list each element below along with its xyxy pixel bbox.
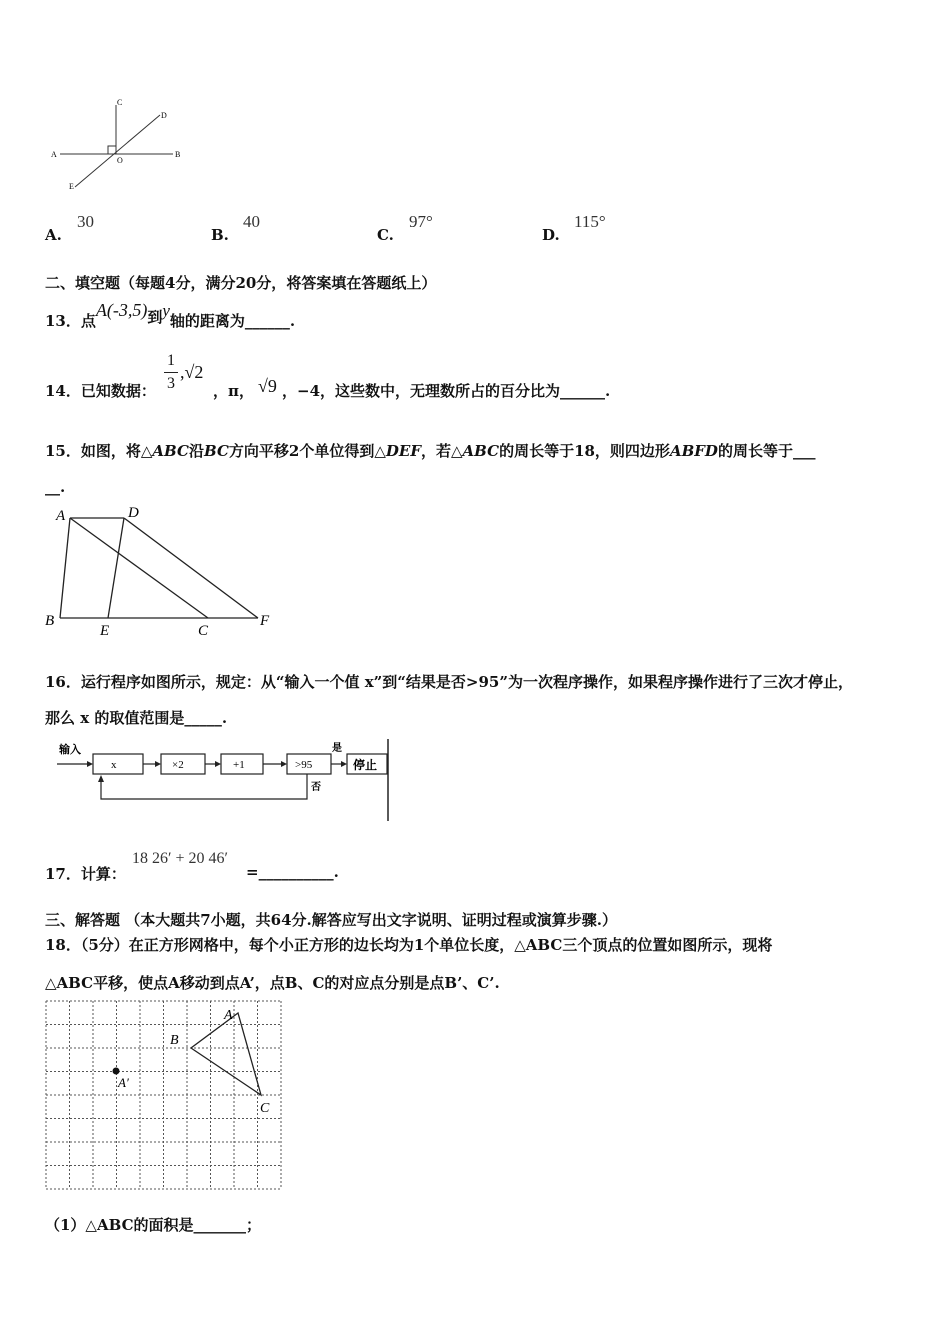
flow-arrowhead (281, 761, 287, 767)
q17-expr: 18 26′ + 20 46′ (132, 850, 229, 867)
section3-heading: 三、解答题 （本大题共7小题，共64分.解答应写出文字说明、证明过程或演算步骤.） (45, 911, 617, 929)
q16-line2: 那么 x 的取值范围是_____. (45, 709, 228, 727)
q15-figure (40, 500, 280, 640)
label-b: B (175, 150, 181, 159)
flow-x-label: x (111, 759, 117, 771)
label-a: A (51, 150, 57, 159)
flow-input-label: 输入 (59, 744, 81, 756)
q14-tail: ，−4，这些数中，无理数所占的百分比为______. (282, 382, 611, 400)
q13-axis: y (162, 301, 170, 320)
option-a-letter: A. (45, 226, 62, 244)
option-d-value: 115° (574, 212, 606, 231)
option-d-letter: D. (542, 226, 560, 244)
q15-line1 (45, 440, 815, 461)
q16-line1: 16．运行程序如图所示，规定：从“输入一个值 x”到“结果是否>95”为一次程序操作，如果程序操作进行了三次才停止， (45, 673, 853, 691)
label-a: A (56, 508, 66, 524)
segment-de (108, 518, 124, 618)
q18-sub1: （1）△ABC的面积是_______； (45, 1216, 262, 1234)
q15-part-b: 沿 (188, 442, 204, 460)
q15-part-c: 方向平移2个单位得到△ (228, 442, 386, 460)
point-a-prime (113, 1068, 120, 1075)
q12-figure (45, 95, 195, 195)
q15-abfd: ABFD (669, 442, 718, 460)
triangle-abc (191, 1013, 261, 1095)
line-de (75, 115, 160, 187)
q14-frac-bar (164, 372, 178, 373)
option-b-letter: B. (211, 226, 229, 244)
label-o: O (117, 156, 123, 165)
label-e: E (100, 623, 110, 639)
q16-flowchart (55, 737, 395, 825)
flow-stop-label: 停止 (353, 758, 378, 772)
label-d: D (128, 505, 139, 521)
q15-bc: BC (203, 442, 229, 460)
label-a: A (224, 1008, 233, 1023)
q14: 14．已知数据： (45, 382, 156, 400)
segment-df (124, 518, 258, 618)
label-e: E (69, 182, 74, 191)
label-b: B (170, 1033, 179, 1048)
q15-abc2: ABC (462, 442, 500, 460)
q17-head: 17．计算： (45, 865, 126, 883)
q18-grid-figure (40, 995, 290, 1200)
q13 (45, 300, 296, 330)
q13-point: A(-3,5) (95, 300, 148, 320)
q13-num: 13．点 (45, 312, 96, 330)
flow-box-x (93, 754, 143, 774)
option-c-value: 97° (409, 212, 433, 231)
flow-arrowhead (155, 761, 161, 767)
flow-loop (101, 774, 307, 799)
option-a-value: 30 (77, 212, 94, 231)
q15-part-d: ，若△ (420, 442, 463, 460)
option-c-letter: C. (377, 226, 394, 244)
flow-mul-label: ×2 (172, 759, 184, 771)
flow-arrowhead (341, 761, 347, 767)
flow-arrowhead (215, 761, 221, 767)
q13-tail: 轴的距离为______. (169, 312, 296, 330)
label-c: C (260, 1101, 270, 1116)
flow-add-label: +1 (233, 759, 245, 771)
flow-arrowhead (98, 775, 104, 782)
label-c: C (117, 98, 123, 107)
flow-yes-label: 是 (332, 743, 342, 754)
option-b-value: 40 (243, 212, 260, 231)
q15-abc1: ABC (152, 442, 189, 460)
q14-sqrt9: √9 (258, 376, 277, 396)
q15-part-f: 的周长等于___ (717, 442, 816, 460)
flow-arrowhead (87, 761, 93, 767)
q15-line2: __. (45, 478, 66, 496)
flow-cmp-label: >95 (295, 759, 313, 771)
q14-frac-num: 1 (167, 352, 175, 369)
segment-ac (70, 518, 208, 618)
q15-part-e: 的周长等于18，则四边形 (499, 442, 670, 460)
flow-no-label: 否 (311, 782, 321, 793)
q14-frac-den: 3 (167, 375, 175, 392)
q14-rest: ，π， (213, 382, 254, 400)
label-f: F (260, 613, 270, 629)
q14-sqrt2: ,√2 (180, 362, 204, 382)
dotted-grid (46, 1001, 281, 1189)
q15-part-a: 15．如图，将△ (45, 442, 153, 460)
segment-ab (60, 518, 70, 618)
section2-heading: 二、填空题（每题4分，满分20分，将答案填在答题纸上） (45, 274, 437, 292)
q18-line1: 18．（5分）在正方形网格中，每个小正方形的边长均为1个单位长度，△ABC三个顶点的位置如图所示，现将 (45, 936, 773, 954)
q15-def: DEF (385, 442, 421, 460)
q14-fraction (164, 352, 178, 393)
label-a-prime: A′ (118, 1075, 129, 1090)
q17-tail: =__________. (246, 863, 339, 881)
q13-mid: 到 (147, 308, 163, 326)
label-c: C (198, 623, 209, 639)
label-b: B (45, 613, 55, 629)
label-d: D (161, 111, 167, 120)
q18-line2: △ABC平移，使点A移动到点A’，点B、C的对应点分别是点B’、C’. (45, 974, 500, 992)
